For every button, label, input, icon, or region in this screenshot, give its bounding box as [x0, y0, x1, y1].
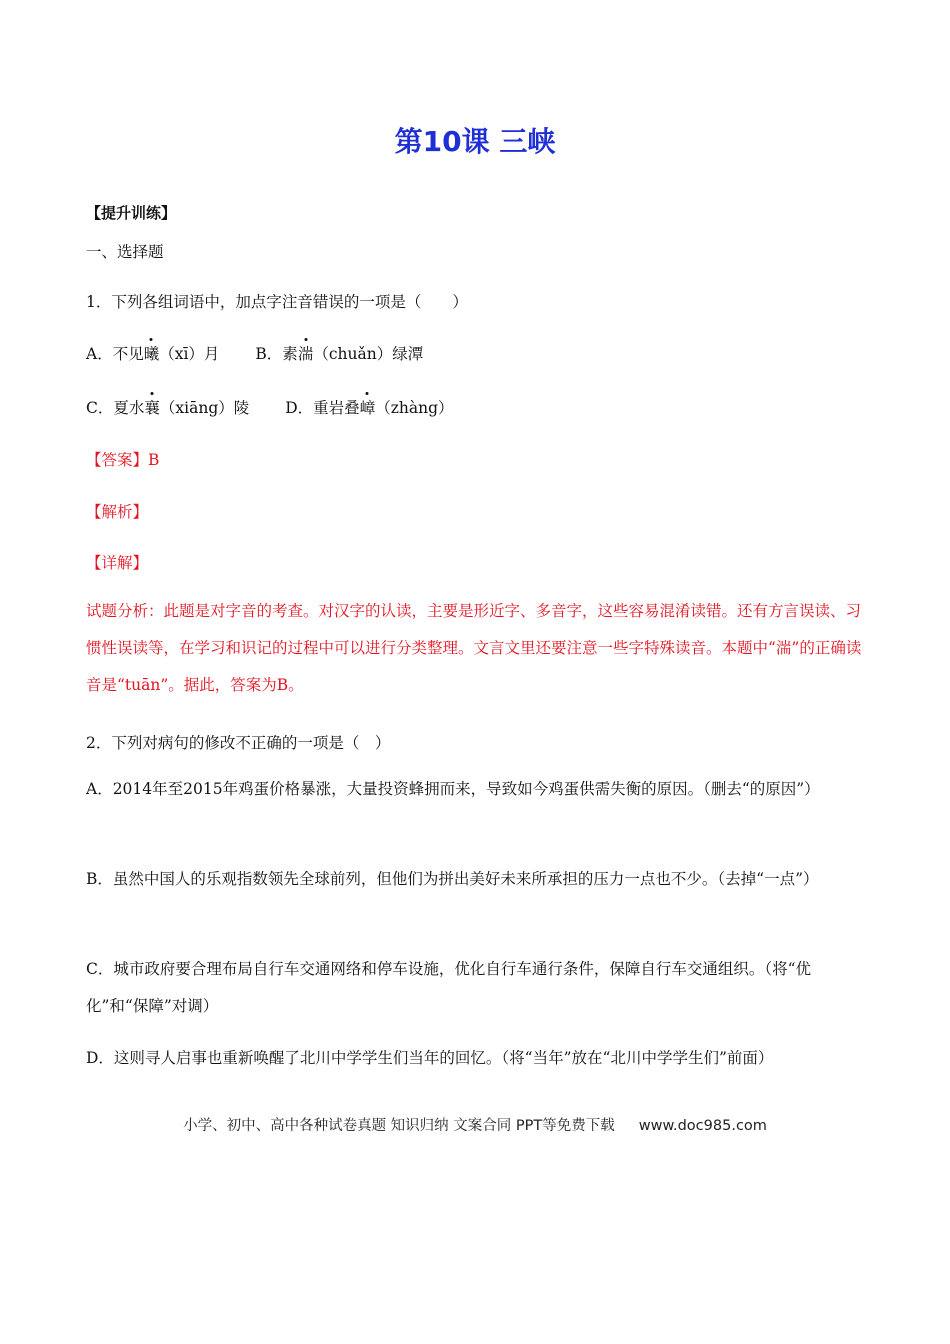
- footer-url[interactable]: www.doc985.com: [638, 1118, 767, 1134]
- q1-options-ab: [86, 342, 423, 364]
- answer-value: B: [148, 451, 160, 469]
- q1-option-c: C．夏水襄（xiāng）陵: [86, 399, 249, 417]
- q1-option-a: A．不见曦（xī）月: [86, 345, 219, 363]
- q1-answer: [86, 448, 159, 470]
- footer-text: 小学、初中、高中各种试卷真题 知识归纳 文案合同 PPT等免费下载: [183, 1118, 615, 1134]
- q1-detail-text: 试题分析：此题是对字音的考查。对汉字的认读，主要是形近字、多音字，这些容易混淆读错。还有方言误读、习惯性误读等，在学习和识记的过程中可以进行分类整理。文言文里还要注意一些字特殊读音。本题中“湍”的正确读音是“tuān”。据此，答案为B。: [86, 602, 862, 694]
- footer: [0, 1114, 950, 1135]
- q1-option-b: B．素湍（chuǎn）绿潭: [255, 345, 423, 363]
- q2-option-a: A．2014年至2015年鸡蛋价格暴涨，大量投资蜂拥而来，导致如今鸡蛋供需失衡的原因。（删去“的原因”）: [86, 780, 820, 798]
- q2-stem: 2．下列对病句的修改不正确的一项是（ ）: [86, 734, 391, 752]
- q2-option-c: C．城市政府要合理布局自行车交通网络和停车设施，优化自行车通行条件，保障自行车交通组织。（将“优化”和“保障”对调）: [86, 960, 812, 1015]
- section-label: 【提升训练】: [86, 204, 177, 222]
- part-heading: 一、选择题: [86, 243, 164, 261]
- q1-option-d: D．重岩叠嶂（zhàng）: [285, 399, 453, 417]
- page-title: 第10课 三峡: [394, 125, 556, 158]
- q1-analysis-label: 【解析】: [86, 503, 149, 521]
- answer-label: 【答案】: [86, 451, 149, 469]
- q1-stem: 1．下列各组词语中，加点字注音错误的一项是（ ）: [86, 293, 468, 311]
- q1-detail-label: 【详解】: [86, 554, 149, 572]
- q2-option-b: B．虽然中国人的乐观指数领先全球前列，但他们为拼出美好未来所承担的压力一点也不少。（去掉“一点”）: [86, 870, 819, 888]
- q2-option-d: D．这则寻人启事也重新唤醒了北川中学学生们当年的回忆。（将“当年”放在“北川中学学生们”前面）: [86, 1049, 774, 1067]
- q1-options-cd: [86, 396, 454, 418]
